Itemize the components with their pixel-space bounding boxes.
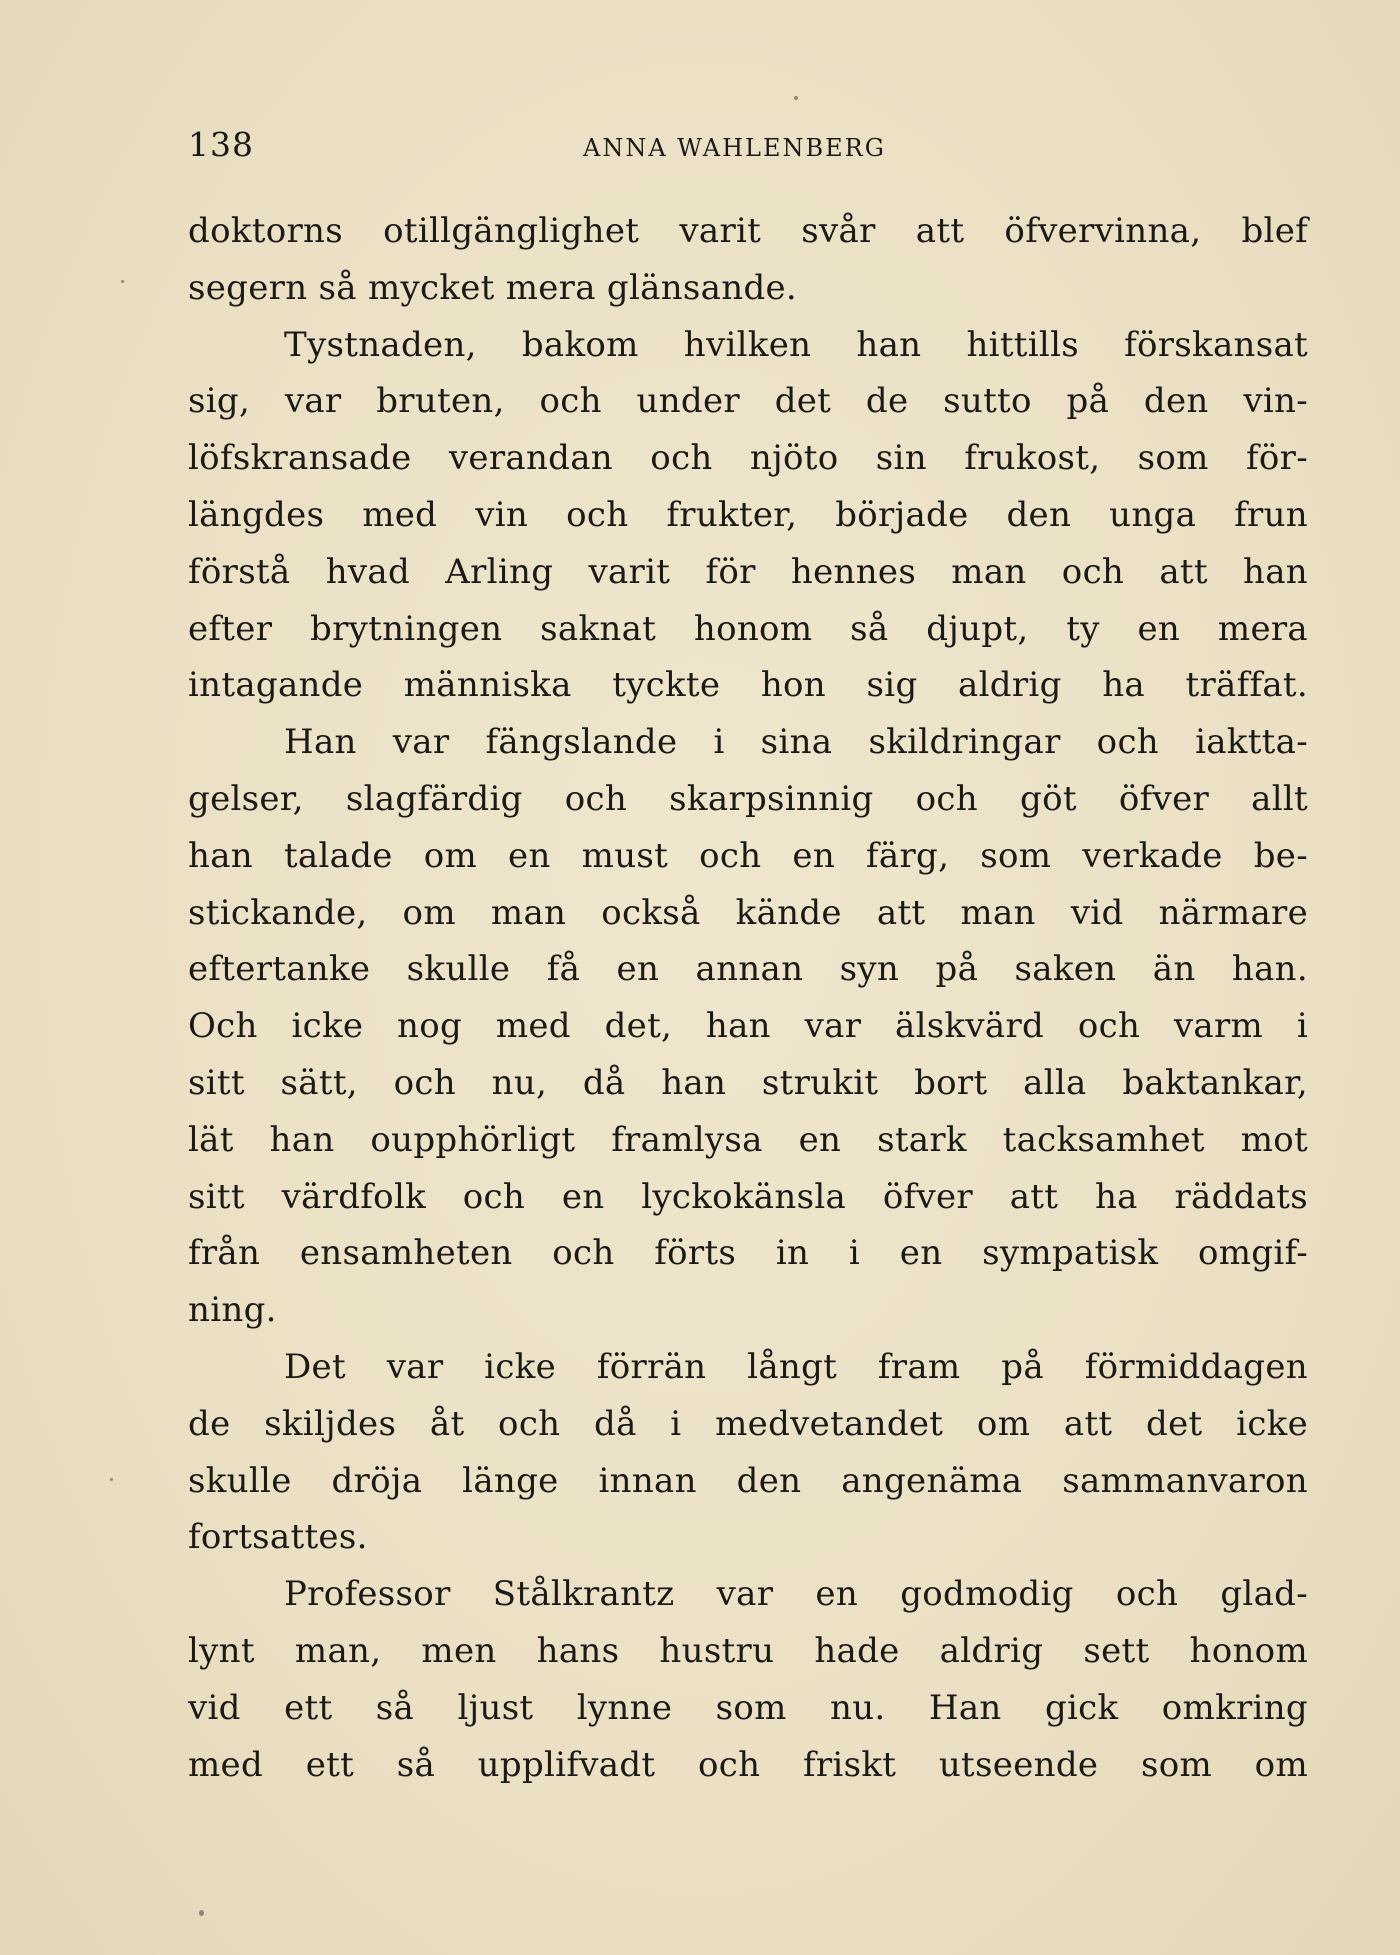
text-line: lynt man, men hans hustru hade aldrig sett honom	[188, 1630, 1308, 1671]
text-line: gelser, slagfärdig och skarpsinnig och göt öfver allt	[188, 778, 1308, 819]
text-line: Han var fängslande i sina skildringar och iaktta-	[284, 722, 1308, 763]
page-number: 138	[188, 125, 254, 164]
text-line: de skiljdes åt och då i medvetandet om att det icke	[188, 1403, 1308, 1444]
text-line: lät han oupphörligt framlysa en stark tacksamhet mot	[188, 1119, 1308, 1160]
text-line: Professor Stålkrantz var en godmodig och glad-	[284, 1574, 1308, 1615]
paper-speck	[121, 280, 124, 283]
text-line: efter brytningen saknat honom så djupt, ty en mera	[188, 608, 1308, 649]
text-line: Och icke nog med det, han var älskvärd och varm i	[188, 1006, 1308, 1047]
text-line: segern så mycket mera glänsande.	[188, 267, 798, 308]
text-line: eftertanke skulle få en annan syn på saken än han.	[188, 949, 1308, 990]
paper-speck	[794, 96, 798, 100]
running-head: ANNA WAHLENBERG	[583, 134, 886, 162]
page-header	[188, 125, 1308, 175]
text-line: förstå hvad Arling varit för hennes man och att han	[188, 551, 1308, 592]
text-line: löfskransade verandan och njöto sin frukost, som för-	[188, 438, 1308, 479]
body-text	[188, 203, 1308, 1793]
text-line: sitt sätt, och nu, då han strukit bort alla baktankar,	[188, 1062, 1308, 1103]
text-line: längdes med vin och frukter, började den unga frun	[188, 494, 1308, 535]
text-line: ning.	[188, 1290, 277, 1331]
paper-speck	[110, 1478, 113, 1481]
text-line: han talade om en must och en färg, som verkade be-	[188, 835, 1308, 876]
text-line: fortsattes.	[188, 1517, 368, 1558]
text-line: Tystnaden, bakom hvilken han hittills förskansat	[284, 324, 1308, 365]
text-line: med ett så upplifvadt och friskt utseende som om	[188, 1744, 1308, 1785]
text-line: från ensamheten och förts in i en sympatisk omgif-	[188, 1233, 1308, 1274]
text-line: sig, var bruten, och under det de sutto på den vin-	[188, 381, 1308, 422]
text-line: vid ett så ljust lynne som nu. Han gick omkring	[188, 1687, 1308, 1728]
text-line: stickande, om man också kände att man vid närmare	[188, 892, 1308, 933]
text-line: sitt värdfolk och en lyckokänsla öfver att ha räddats	[188, 1176, 1308, 1217]
text-line: doktorns otillgänglighet varit svår att öfvervinna, blef	[188, 211, 1308, 251]
text-line: skulle dröja länge innan den angenäma sammanvaron	[188, 1460, 1308, 1501]
paper-speck	[199, 1910, 204, 1916]
text-line: intagande människa tyckte hon sig aldrig ha träffat.	[188, 665, 1308, 706]
text-line: Det var icke förrän långt fram på förmiddagen	[284, 1346, 1308, 1387]
